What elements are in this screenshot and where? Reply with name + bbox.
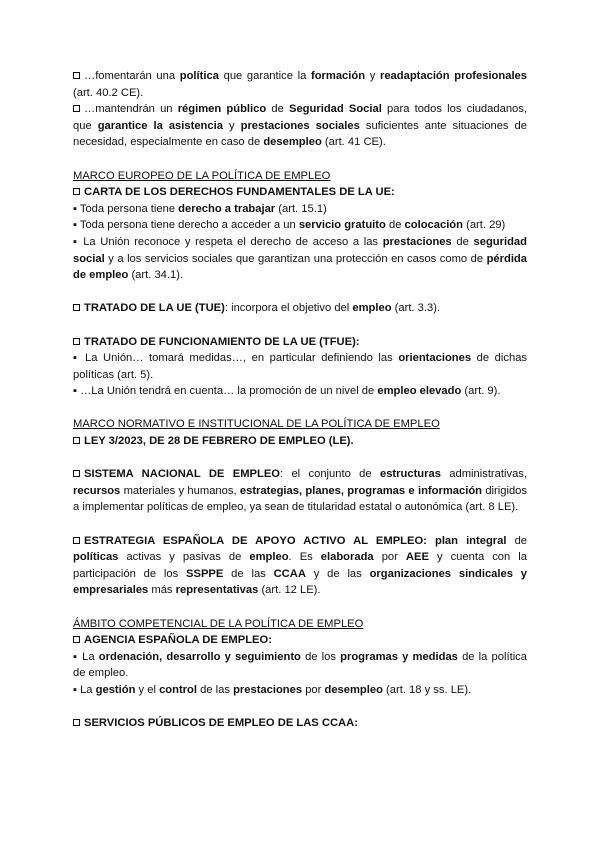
checkbox-bullet-icon	[73, 636, 80, 643]
text-bold: pérdida de empleo	[73, 252, 527, 282]
spacer	[73, 151, 527, 168]
text-bold: orientaciones	[398, 352, 472, 365]
text: (art. 12 LE).	[258, 584, 321, 597]
tue-item	[73, 300, 527, 317]
text: activas y pasivas de	[118, 551, 250, 564]
section-heading-normative: MARCO NORMATIVO E INSTITUCIONAL DE LA POLÍTICA DE EMPLEO	[73, 418, 440, 431]
text: de las	[223, 567, 274, 580]
text: y	[365, 70, 380, 82]
checkbox-bullet-icon	[73, 72, 80, 79]
spacer	[73, 450, 527, 467]
text: dirigidos a implementar políticas de empleo, ya sean de titularidad estatal o autonómica (art. 8 LE).	[73, 484, 527, 514]
text-bold: seguridad social	[73, 235, 527, 265]
text: (art. 34.1).	[128, 269, 184, 282]
text-bold: garantice la asistencia	[97, 119, 223, 132]
text-bold: LEY 3/2023, DE 28 DE FEBRERO DE EMPLEO (LE).	[84, 435, 354, 448]
text-bold: empleo	[352, 302, 392, 315]
checkbox-bullet-icon	[73, 188, 80, 195]
text-bold: organizaciones sindicales y empresariales	[73, 567, 527, 597]
text: para todos los ciudadanos, que	[73, 103, 527, 132]
text: de	[266, 103, 289, 116]
text-bold: plan integral	[434, 534, 507, 547]
text: por	[373, 551, 406, 564]
text-bold: ordenación, desarrollo y seguimiento	[98, 650, 301, 663]
ce-item-40	[73, 68, 527, 101]
text-bold: estrategias, planes, programas e información	[239, 484, 482, 497]
tfue-title	[73, 334, 527, 351]
text-bold: elaborada	[320, 551, 374, 564]
text-bold: servicio gratuito	[298, 219, 386, 232]
text: ▪ Toda persona tiene	[73, 202, 179, 215]
text-bold: empleo	[249, 551, 289, 564]
text-bold: derecho a trabajar	[178, 202, 276, 215]
text: ▪ La	[73, 683, 96, 696]
checkbox-bullet-icon	[73, 304, 80, 311]
text: ▪ La Unión… tomará medidas…, en particular definiendo las	[73, 352, 399, 365]
text-bold: estructuras	[379, 468, 441, 481]
text: y el	[135, 683, 160, 696]
document-content	[73, 68, 527, 732]
text: : el conjunto de	[280, 468, 380, 481]
text-bold: CCAA	[273, 567, 306, 580]
spacer	[73, 516, 527, 533]
text: y cuenta con la participación de los	[73, 551, 527, 580]
text: ▪ …La Unión tendrá en cuenta… la promoción de un nivel de	[73, 385, 378, 398]
text-bold: empleo elevado	[377, 385, 462, 398]
bullet-item	[73, 350, 527, 383]
text: y de las	[305, 567, 370, 580]
text-bold: AEE	[405, 551, 429, 564]
ce-item-41	[73, 101, 527, 151]
text: de	[506, 534, 528, 547]
text-bold: ESTRATEGIA ESPAÑOLA DE APOYO ACTIVO AL EMPLEO:	[84, 534, 435, 547]
text: (art. 9).	[461, 385, 501, 398]
agency-title	[73, 632, 527, 649]
text: …fomentarán una	[84, 70, 180, 82]
text: de las	[196, 683, 234, 696]
checkbox-bullet-icon	[73, 719, 80, 726]
text: . Es	[288, 551, 321, 564]
checkbox-bullet-icon	[73, 437, 80, 444]
section-heading-competence: ÁMBITO COMPETENCIAL DE LA POLÍTICA DE EMPLEO	[73, 617, 364, 630]
bullet-item	[73, 234, 527, 284]
spacer	[73, 284, 527, 301]
text: materiales y humanos,	[120, 484, 240, 497]
text: (art. 29)	[462, 219, 506, 232]
checkbox-bullet-icon	[73, 537, 80, 544]
text-bold: política	[179, 70, 219, 82]
text: suficientes ante situaciones de necesidad, especialmente en caso de	[73, 119, 527, 149]
spacer	[73, 699, 527, 716]
text-bold: SSPPE	[186, 567, 224, 580]
text: (art. 41 CE).	[321, 136, 386, 149]
text-bold: programas y medidas	[340, 650, 458, 663]
checkbox-bullet-icon	[73, 338, 80, 345]
text-bold: AGENCIA ESPAÑOLA DE EMPLEO:	[84, 634, 272, 647]
text: (art. 15.1)	[275, 202, 327, 215]
text: de	[451, 235, 474, 248]
text-bold: desempleo	[324, 683, 383, 696]
text-bold: gestión	[95, 683, 136, 696]
text-bold: políticas	[73, 551, 119, 564]
text: que garantice la	[218, 70, 311, 82]
text: de la política de empleo.	[73, 650, 527, 680]
text-bold: colocación	[404, 219, 463, 232]
text-bold: desempleo	[263, 136, 322, 149]
text-bold: recursos	[73, 484, 121, 497]
bullet-item	[73, 217, 527, 234]
text: de los	[300, 650, 341, 663]
text-bold: SERVICIOS PÚBLICOS DE EMPLEO DE LAS CCAA:	[84, 717, 358, 730]
bullet-item	[73, 201, 527, 218]
text-bold: readaptación profesionales	[379, 70, 527, 82]
text: : incorpora el objetivo del	[224, 302, 353, 315]
checkbox-bullet-icon	[73, 105, 80, 112]
bullet-item	[73, 682, 527, 699]
sne-item	[73, 466, 527, 516]
text-bold: prestaciones	[382, 235, 452, 248]
text: más	[148, 584, 176, 597]
text: (art. 3.3).	[391, 302, 441, 315]
ley-title	[73, 433, 527, 450]
text: ▪ La	[73, 650, 99, 663]
checkbox-bullet-icon	[73, 470, 80, 477]
text-bold: SISTEMA NACIONAL DE EMPLEO	[84, 468, 280, 481]
eea-item	[73, 533, 527, 599]
text: (art. 18 y ss. LE).	[382, 683, 472, 696]
text-bold: TRATADO DE FUNCIONAMIENTO DE LA UE (TFUE):	[84, 335, 360, 348]
text-bold: régimen público	[177, 103, 267, 116]
text-bold: prestaciones	[233, 683, 303, 696]
text-bold: Seguridad Social	[289, 103, 382, 116]
carta-title	[73, 184, 527, 201]
spacer	[73, 400, 527, 417]
text: (art. 40.2 CE).	[73, 86, 144, 99]
text: y	[222, 119, 241, 132]
spacer	[73, 317, 527, 334]
text: ▪ Toda persona tiene derecho a acceder a un	[73, 219, 299, 232]
text: y a los servicios sociales que garantizan una protección en casos como de	[104, 252, 487, 265]
spe-title	[73, 715, 527, 732]
text-bold: representativas	[175, 584, 259, 597]
text-bold: TRATADO DE LA UE (TUE)	[84, 302, 225, 315]
text-bold: formación	[310, 70, 366, 82]
bullet-item	[73, 383, 527, 400]
text-bold: control	[159, 683, 197, 696]
text: …mantendrán un	[84, 103, 178, 116]
text: de	[385, 219, 405, 232]
text-bold: prestaciones sociales	[240, 119, 360, 132]
spacer	[73, 599, 527, 616]
text-bold: CARTA DE LOS DERECHOS FUNDAMENTALES DE LA UE:	[84, 186, 395, 199]
text: por	[302, 683, 325, 696]
text: de dichas políticas (art. 5).	[73, 352, 528, 381]
section-heading-eu: MARCO EUROPEO DE LA POLÍTICA DE EMPLEO	[73, 169, 331, 182]
bullet-item	[73, 649, 527, 682]
text: administrativas,	[440, 468, 527, 481]
text: ▪ La Unión reconoce y respeta el derecho de acceso a las	[73, 235, 383, 248]
